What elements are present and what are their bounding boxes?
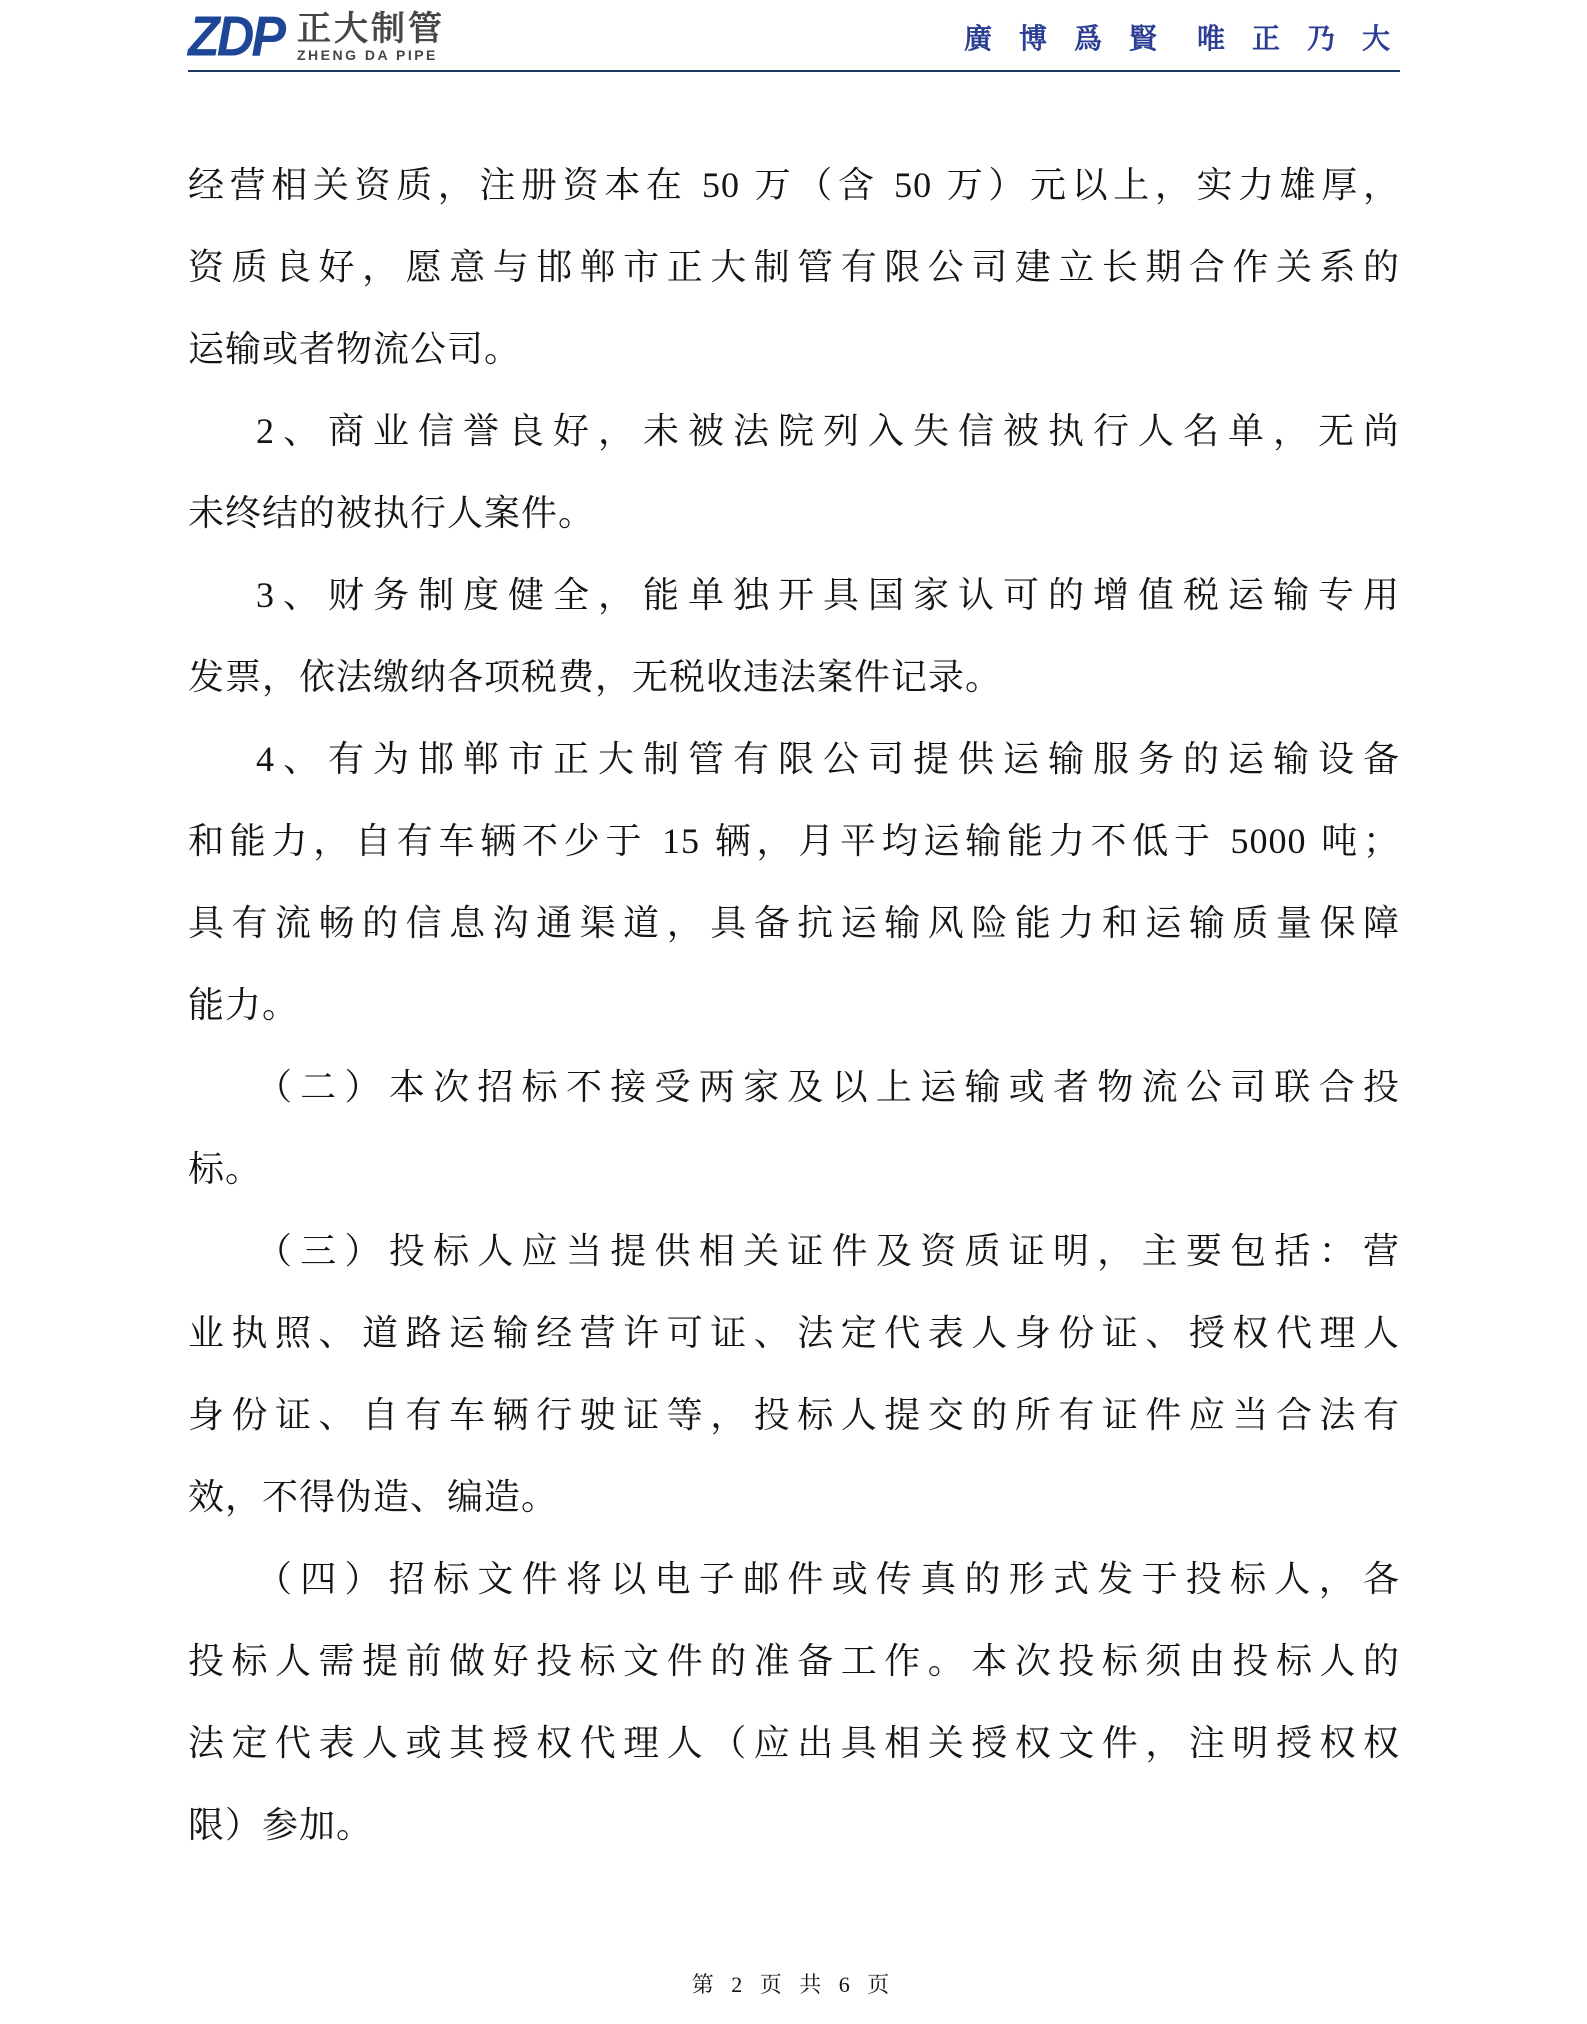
text-line: 经营相关资质，注册资本在 50 万（含 50 万）元以上，实力雄厚， [188, 165, 1400, 205]
text-line: 未终结的被执行人案件。 [188, 493, 596, 533]
text-line: 身份证、自有车辆行驶证等，投标人提交的所有证件应当合法有 [188, 1395, 1400, 1435]
text-line: 业执照、道路运输经营许可证、法定代表人身份证、授权代理人 [188, 1313, 1400, 1353]
text-line: 发票，依法缴纳各项税费，无税收违法案件记录。 [188, 657, 1003, 697]
text-line: 限）参加。 [188, 1805, 374, 1845]
logo-name-block [297, 11, 445, 63]
logo-en-text: ZHENG DA PIPE [297, 47, 438, 63]
text-line: 和能力，自有车辆不少于 15 辆，月平均运输能力不低于 5000 吨； [188, 821, 1400, 861]
text-line: （三）投标人应当提供相关证件及资质证明，主要包括：营 [256, 1231, 1400, 1271]
motto-part-1: 廣 博 爲 賢 [963, 24, 1167, 55]
header-divider [188, 70, 1400, 72]
text-line: 能力。 [188, 985, 300, 1025]
text-line: （二）本次招标不接受两家及以上运输或者物流公司联合投 [256, 1067, 1400, 1107]
text-line: （四）招标文件将以电子邮件或传真的形式发于投标人，各 [256, 1559, 1400, 1599]
text-line: 4、有为邯郸市正大制管有限公司提供运输服务的运输设备 [256, 739, 1400, 779]
text-line: 3、财务制度健全，能单独开具国家认可的增值税运输专用 [256, 575, 1400, 615]
text-line: 运输或者物流公司。 [188, 329, 522, 369]
logo-cn-text: 正大制管 [297, 10, 445, 48]
document-body [188, 144, 1400, 1866]
company-motto [964, 17, 1400, 57]
text-line: 标。 [188, 1149, 263, 1189]
page-header [188, 6, 1400, 68]
motto-part-2: 唯 正 乃 大 [1196, 24, 1400, 55]
text-line: 具有流畅的信息沟通渠道，具备抗运输风险能力和运输质量保障 [188, 903, 1400, 943]
logo-abbr-text: ZDP [188, 5, 283, 69]
company-logo [188, 5, 445, 69]
text-line: 2、商业信誉良好，未被法院列入失信被执行人名单，无尚 [256, 411, 1400, 451]
page-number-text: 第 2 页 共 6 页 [691, 1972, 896, 1997]
text-line: 法定代表人或其授权代理人（应出具相关授权文件，注明授权权 [188, 1723, 1400, 1763]
text-line: 投标人需提前做好投标文件的准备工作。本次投标须由投标人的 [188, 1641, 1400, 1681]
text-line: 资质良好，愿意与邯郸市正大制管有限公司建立长期合作关系的 [188, 247, 1400, 287]
text-line: 效，不得伪造、编造。 [188, 1477, 559, 1517]
page-footer [0, 1968, 1587, 1999]
